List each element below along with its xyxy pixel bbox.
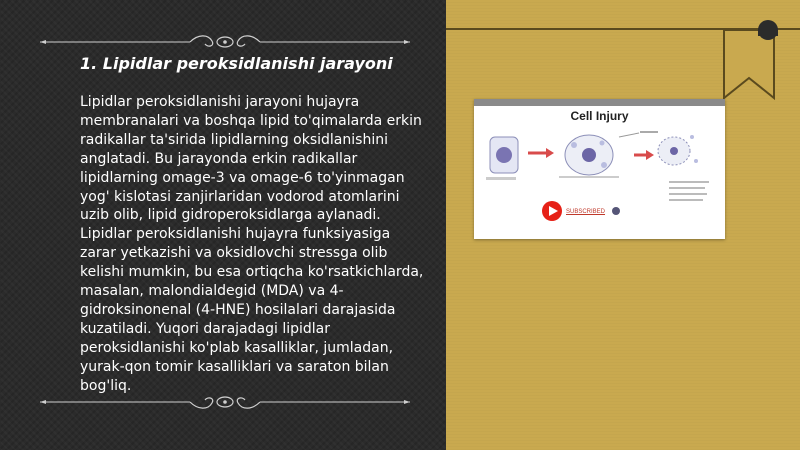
youtube-icon[interactable]	[542, 201, 562, 221]
cell-injury-diagram	[474, 127, 725, 239]
cell-injury-image[interactable]	[474, 99, 725, 239]
image-title: Cell Injury	[570, 109, 629, 123]
slide-body-text: Lipidlar peroksidlanishi jarayoni hujayra membranalari va boshqa lipid to'qimalarda erkin radikallar ta'sirida lipidlarning oksidlanishini anglatadi. Bu jarayonda erkin radikallar lipidlarning omage-3 va omage-6 to'yinmagan yog' kislotasi zanjirlaridan vodorod atomlarini uzib olib, lipid gidroperoksidlarga aylanadi. Lipidlar peroksidlanishi hujayra funksiyasiga zarar yetkazishi va oksidlovchi stressga olib kelishi mumkin, bu esa ortiqcha ko'rsatkichlarda, masalan, malondialdegid (MDA) va 4-gidroksinonenal (4-HNE) hosilalari darajasida kuzatiladi. Yuqori darajadagi lipidlar peroksidlanishi ko'plab kasalliklar, jumladan, yurak-qon tomir kasalliklari va saraton bilan bog'liq.	[80, 94, 424, 394]
ornament-divider-icon	[40, 33, 410, 51]
subscribe-label: SUBSCRIBED	[566, 209, 606, 215]
ornament-divider-icon	[40, 393, 410, 411]
bookmark-ribbon-icon	[720, 20, 780, 102]
slide-title: 1. Lipidlar peroksidlanishi jarayoni	[80, 54, 393, 73]
image-top-bar	[474, 99, 725, 106]
